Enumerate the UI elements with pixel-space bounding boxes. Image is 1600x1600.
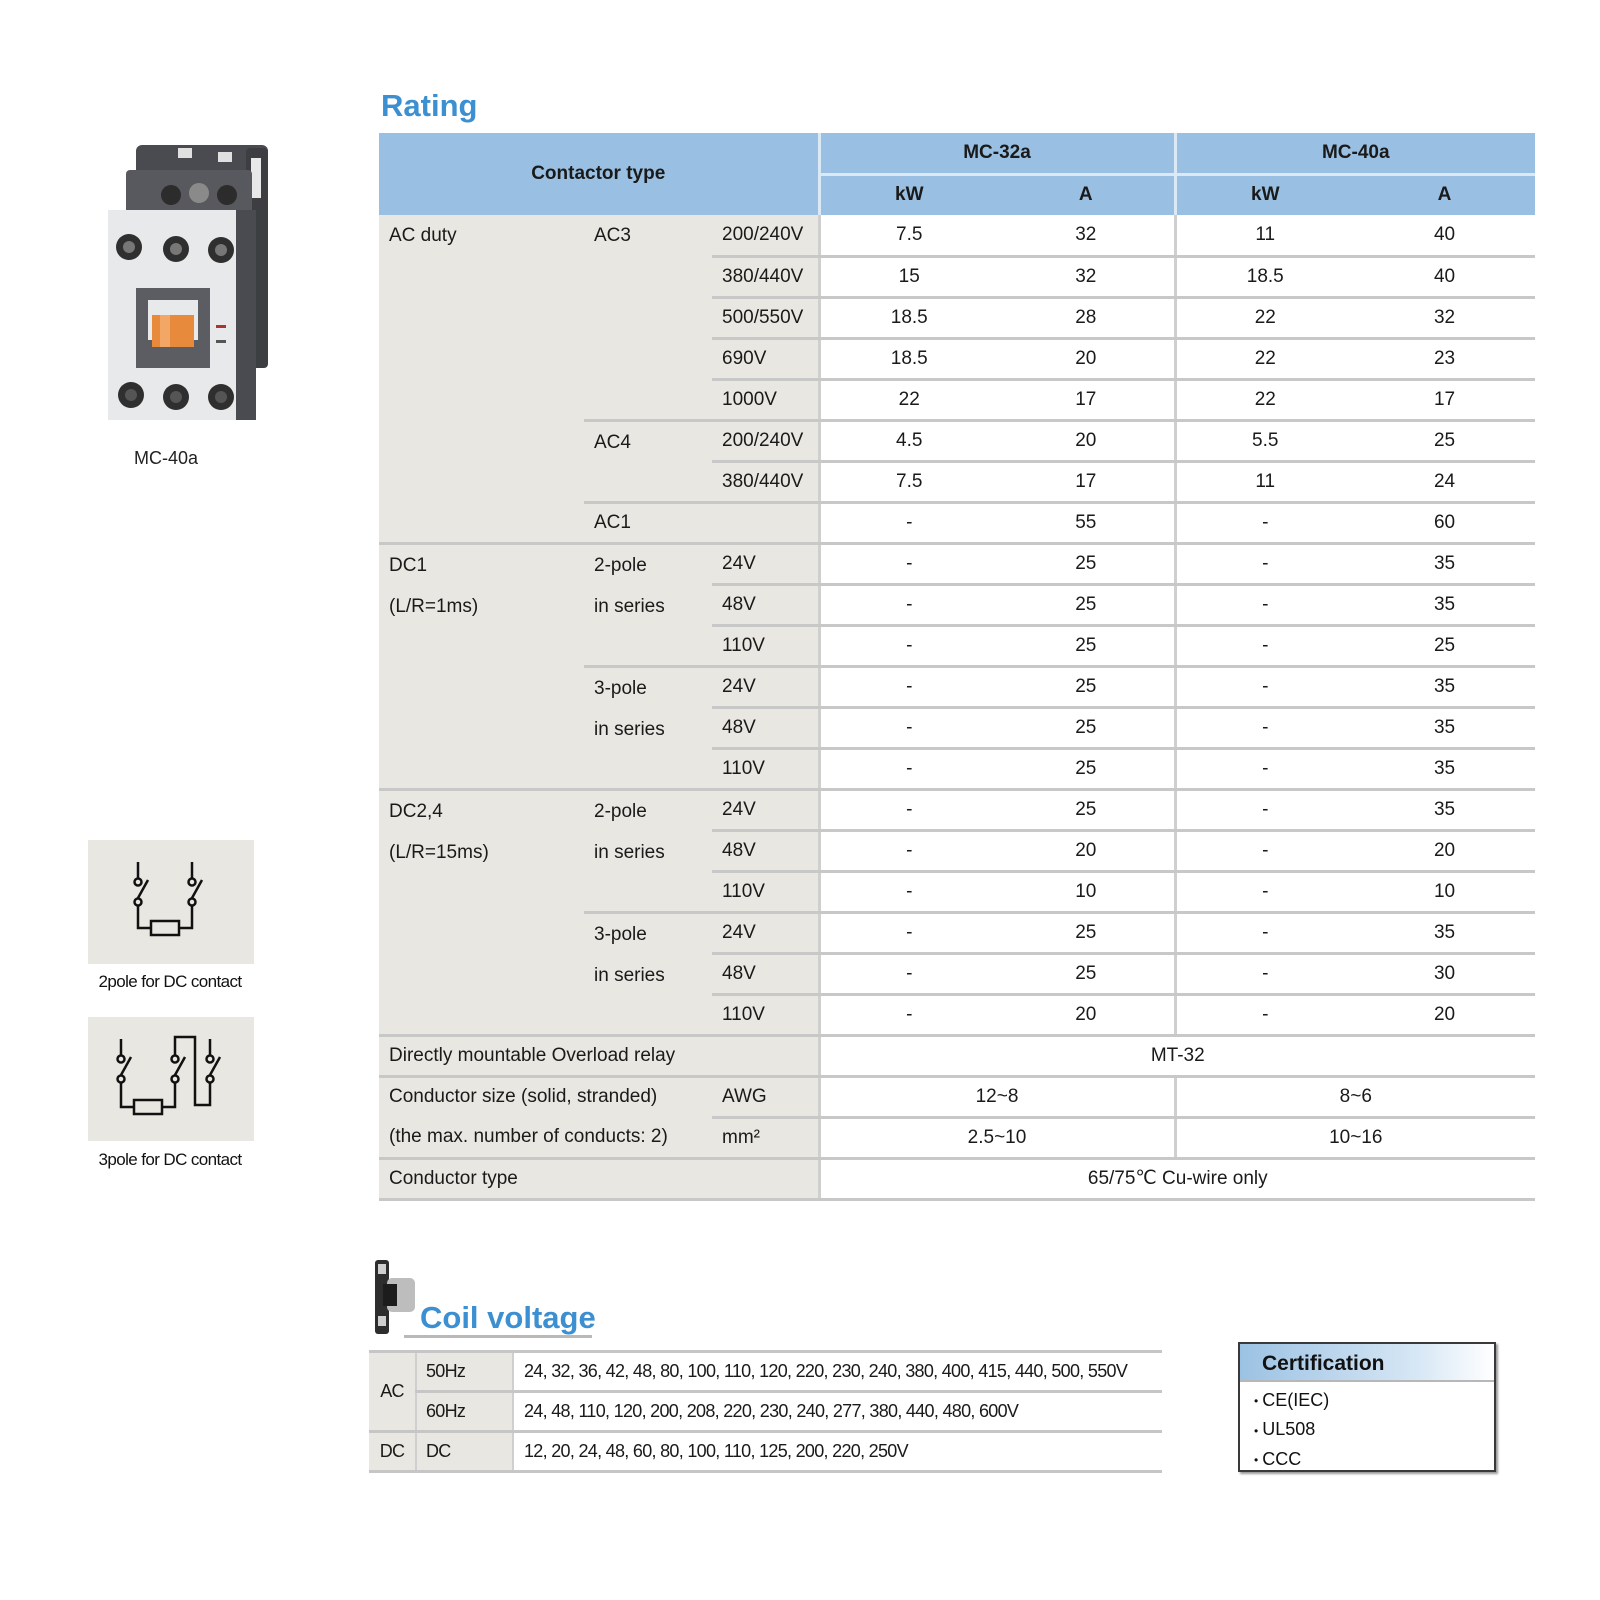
certification-box — [1238, 1342, 1496, 1472]
unit-header-a: A — [1354, 174, 1535, 215]
value-cell: 17 — [1354, 379, 1535, 420]
value-cell: 22 — [1175, 297, 1354, 338]
group-note: (L/R=1ms) — [389, 595, 479, 617]
value-cell: - — [1175, 953, 1354, 994]
value-cell: 35 — [1354, 666, 1535, 707]
voltage-cell: 110V — [712, 871, 819, 912]
3pole-dc-diagram — [88, 1017, 254, 1141]
value-cell: 18.5 — [819, 297, 998, 338]
value-cell: - — [819, 994, 998, 1035]
value-cell: 35 — [1354, 789, 1535, 830]
value-cell: 35 — [1354, 912, 1535, 953]
overload-relay-value: MT-32 — [819, 1035, 1535, 1076]
value-cell: - — [1175, 994, 1354, 1035]
conductor-size-label: Conductor size (solid, stranded) — [379, 1076, 712, 1117]
value-cell: 22 — [1175, 379, 1354, 420]
value-cell: 7.5 — [819, 461, 998, 502]
voltage-cell: 24V — [712, 912, 819, 953]
value-cell: 25 — [998, 666, 1175, 707]
value-cell: - — [819, 830, 998, 871]
value-cell: - — [819, 543, 998, 584]
voltage-cell: 48V — [712, 707, 819, 748]
value-cell: - — [1175, 502, 1354, 543]
certification-item: • CE(IEC) — [1254, 1386, 1494, 1415]
unit-header-a: A — [998, 174, 1175, 215]
sub-name: 3-pole — [594, 677, 647, 699]
model-header-mc40a: MC-40a — [1175, 133, 1535, 174]
value-cell: - — [1175, 543, 1354, 584]
value-cell: - — [819, 502, 998, 543]
unit-header-kw: kW — [1175, 174, 1354, 215]
sub-note: in series — [594, 595, 665, 617]
mm-unit: mm² — [712, 1117, 819, 1158]
value-cell: 20 — [998, 830, 1175, 871]
rating-section-title: Rating — [381, 88, 478, 123]
voltage-cell: 24V — [712, 666, 819, 707]
value-cell: 11 — [1175, 215, 1354, 256]
voltage-cell: 380/440V — [712, 461, 819, 502]
value-cell: 17 — [998, 379, 1175, 420]
2pole-dc-wiring-diagram-icon — [88, 840, 254, 964]
table-row-overload-relay — [379, 1035, 1535, 1076]
value-cell: 18.5 — [819, 338, 998, 379]
value-cell: - — [1175, 707, 1354, 748]
sub-name: 2-pole — [594, 800, 647, 822]
value-cell: 7.5 — [819, 215, 998, 256]
table-row — [379, 215, 1535, 256]
table-row — [379, 543, 1535, 584]
value-cell: - — [819, 748, 998, 789]
model-header-mc32a: MC-32a — [819, 133, 1175, 174]
value-cell: 40 — [1354, 215, 1535, 256]
group-name: DC1 — [389, 554, 428, 576]
value-cell: 20 — [998, 994, 1175, 1035]
coil-type-ac: AC — [369, 1352, 416, 1432]
coil-voltage-values: 24, 32, 36, 42, 48, 80, 100, 110, 120, 220, 230, 240, 380, 400, 415, 440, 500, 550V — [513, 1352, 1162, 1392]
value-cell: 11 — [1175, 461, 1354, 502]
group-label-dc24 — [379, 789, 584, 1035]
voltage-cell: 110V — [712, 994, 819, 1035]
value-cell: 4.5 — [819, 420, 998, 461]
value-cell: 20 — [998, 338, 1175, 379]
value-cell: - — [1175, 625, 1354, 666]
3pole-dc-wiring-diagram-icon — [88, 1017, 254, 1141]
voltage-cell: 48V — [712, 584, 819, 625]
value-cell: - — [1175, 912, 1354, 953]
value-cell: 25 — [998, 707, 1175, 748]
certification-item: • UL508 — [1254, 1415, 1494, 1444]
value-cell: 17 — [998, 461, 1175, 502]
rating-table — [379, 133, 1535, 1201]
value-cell: 25 — [998, 953, 1175, 994]
sub-label-ac4: AC4 — [584, 420, 712, 502]
table-row-conductor-type — [379, 1158, 1535, 1199]
value-cell: - — [1175, 789, 1354, 830]
value-cell: 20 — [1354, 830, 1535, 871]
coil-icon — [373, 1256, 419, 1338]
voltage-cell: 200/240V — [712, 215, 819, 256]
sub-label-2pole — [584, 543, 712, 666]
value-cell: 25 — [1354, 420, 1535, 461]
table-row — [369, 1432, 1162, 1472]
value-cell: - — [1175, 666, 1354, 707]
certification-item: • CCC — [1254, 1445, 1494, 1474]
voltage-cell: 110V — [712, 748, 819, 789]
value-cell: 20 — [998, 420, 1175, 461]
contactor-image-icon — [96, 140, 276, 430]
value-cell: 55 — [998, 502, 1175, 543]
coil-frequency: DC — [416, 1432, 513, 1472]
value-cell: 28 — [998, 297, 1175, 338]
conductor-size-note: (the max. number of conducts: 2) — [379, 1117, 712, 1158]
value-cell: 10 — [998, 871, 1175, 912]
value-cell: 30 — [1354, 953, 1535, 994]
voltage-cell: 110V — [712, 625, 819, 666]
value-cell: 35 — [1354, 707, 1535, 748]
overload-relay-label: Directly mountable Overload relay — [379, 1035, 819, 1076]
table-row — [369, 1352, 1162, 1392]
value-cell: 23 — [1354, 338, 1535, 379]
coil-frequency: 50Hz — [416, 1352, 513, 1392]
sub-note: in series — [594, 841, 665, 863]
mm-value-mc40a: 10~16 — [1175, 1117, 1535, 1158]
value-cell: - — [819, 584, 998, 625]
product-caption: MC-40a — [133, 448, 199, 468]
contactor-product-photo — [96, 140, 276, 430]
coil-title-underline — [404, 1335, 592, 1338]
value-cell: 25 — [998, 748, 1175, 789]
value-cell: 22 — [1175, 338, 1354, 379]
voltage-cell: 1000V — [712, 379, 819, 420]
sub-label-ac1: AC1 — [584, 502, 819, 543]
2pole-diagram-caption: 2pole for DC contact — [98, 972, 242, 991]
awg-value-mc32a: 12~8 — [819, 1076, 1175, 1117]
group-label-ac-duty: AC duty — [379, 215, 584, 543]
sub-label-ac3: AC3 — [584, 215, 712, 420]
certification-list — [1240, 1382, 1494, 1474]
sub-name: 3-pole — [594, 923, 647, 945]
sub-label-2pole — [584, 789, 712, 912]
mm-value-mc32a: 2.5~10 — [819, 1117, 1175, 1158]
coil-voltage-values: 24, 48, 110, 120, 200, 208, 220, 230, 240, 277, 380, 440, 480, 600V — [513, 1392, 1162, 1432]
value-cell: - — [819, 789, 998, 830]
coil-voltage-section-title: Coil voltage — [420, 1300, 596, 1335]
voltage-cell: 24V — [712, 789, 819, 830]
value-cell: - — [819, 871, 998, 912]
value-cell: 5.5 — [1175, 420, 1354, 461]
2pole-dc-diagram — [88, 840, 254, 964]
conductor-type-label: Conductor type — [379, 1158, 819, 1199]
voltage-cell: 500/550V — [712, 297, 819, 338]
value-cell: - — [1175, 748, 1354, 789]
value-cell: 25 — [998, 584, 1175, 625]
value-cell: 35 — [1354, 748, 1535, 789]
coil-type-dc: DC — [369, 1432, 416, 1472]
value-cell: 25 — [998, 912, 1175, 953]
voltage-cell: 48V — [712, 953, 819, 994]
sub-note: in series — [594, 718, 665, 740]
sub-name: 2-pole — [594, 554, 647, 576]
awg-value-mc40a: 8~6 — [1175, 1076, 1535, 1117]
value-cell: 32 — [998, 215, 1175, 256]
certification-title: Certification — [1240, 1344, 1494, 1382]
voltage-cell: 48V — [712, 830, 819, 871]
value-cell: - — [819, 625, 998, 666]
unit-header-kw: kW — [819, 174, 998, 215]
voltage-cell: 24V — [712, 543, 819, 584]
value-cell: - — [819, 666, 998, 707]
conductor-type-value: 65/75℃ Cu-wire only — [819, 1158, 1535, 1199]
coil-frequency: 60Hz — [416, 1392, 513, 1432]
sub-note: in series — [594, 964, 665, 986]
value-cell: 22 — [819, 379, 998, 420]
sub-label-3pole — [584, 912, 712, 1035]
group-note: (L/R=15ms) — [389, 841, 489, 863]
value-cell: 10 — [1354, 871, 1535, 912]
value-cell: 25 — [998, 543, 1175, 584]
value-cell: 32 — [998, 256, 1175, 297]
3pole-diagram-caption: 3pole for DC contact — [98, 1150, 242, 1169]
value-cell: - — [1175, 871, 1354, 912]
coil-voltage-values: 12, 20, 24, 48, 60, 80, 100, 110, 125, 200, 220, 250V — [513, 1432, 1162, 1472]
value-cell: 24 — [1354, 461, 1535, 502]
sub-label-3pole — [584, 666, 712, 789]
value-cell: 32 — [1354, 297, 1535, 338]
value-cell: - — [819, 912, 998, 953]
value-cell: - — [1175, 830, 1354, 871]
group-name: DC2,4 — [389, 800, 443, 822]
value-cell: 25 — [998, 625, 1175, 666]
table-row-conductor-size-mm — [379, 1117, 1535, 1158]
value-cell: 25 — [1354, 625, 1535, 666]
value-cell: - — [819, 953, 998, 994]
voltage-cell: 200/240V — [712, 420, 819, 461]
value-cell: 25 — [998, 789, 1175, 830]
table-row — [379, 789, 1535, 830]
value-cell: 35 — [1354, 584, 1535, 625]
table-row-conductor-size-awg — [379, 1076, 1535, 1117]
value-cell: 18.5 — [1175, 256, 1354, 297]
table-row — [369, 1392, 1162, 1432]
value-cell: 35 — [1354, 543, 1535, 584]
group-label-dc1 — [379, 543, 584, 789]
voltage-cell: 380/440V — [712, 256, 819, 297]
coil-voltage-table — [369, 1350, 1162, 1473]
voltage-cell: 690V — [712, 338, 819, 379]
value-cell: - — [819, 707, 998, 748]
value-cell: 15 — [819, 256, 998, 297]
value-cell: - — [1175, 584, 1354, 625]
value-cell: 60 — [1354, 502, 1535, 543]
value-cell: 20 — [1354, 994, 1535, 1035]
awg-unit: AWG — [712, 1076, 819, 1117]
value-cell: 40 — [1354, 256, 1535, 297]
contactor-type-header: Contactor type — [379, 133, 819, 215]
